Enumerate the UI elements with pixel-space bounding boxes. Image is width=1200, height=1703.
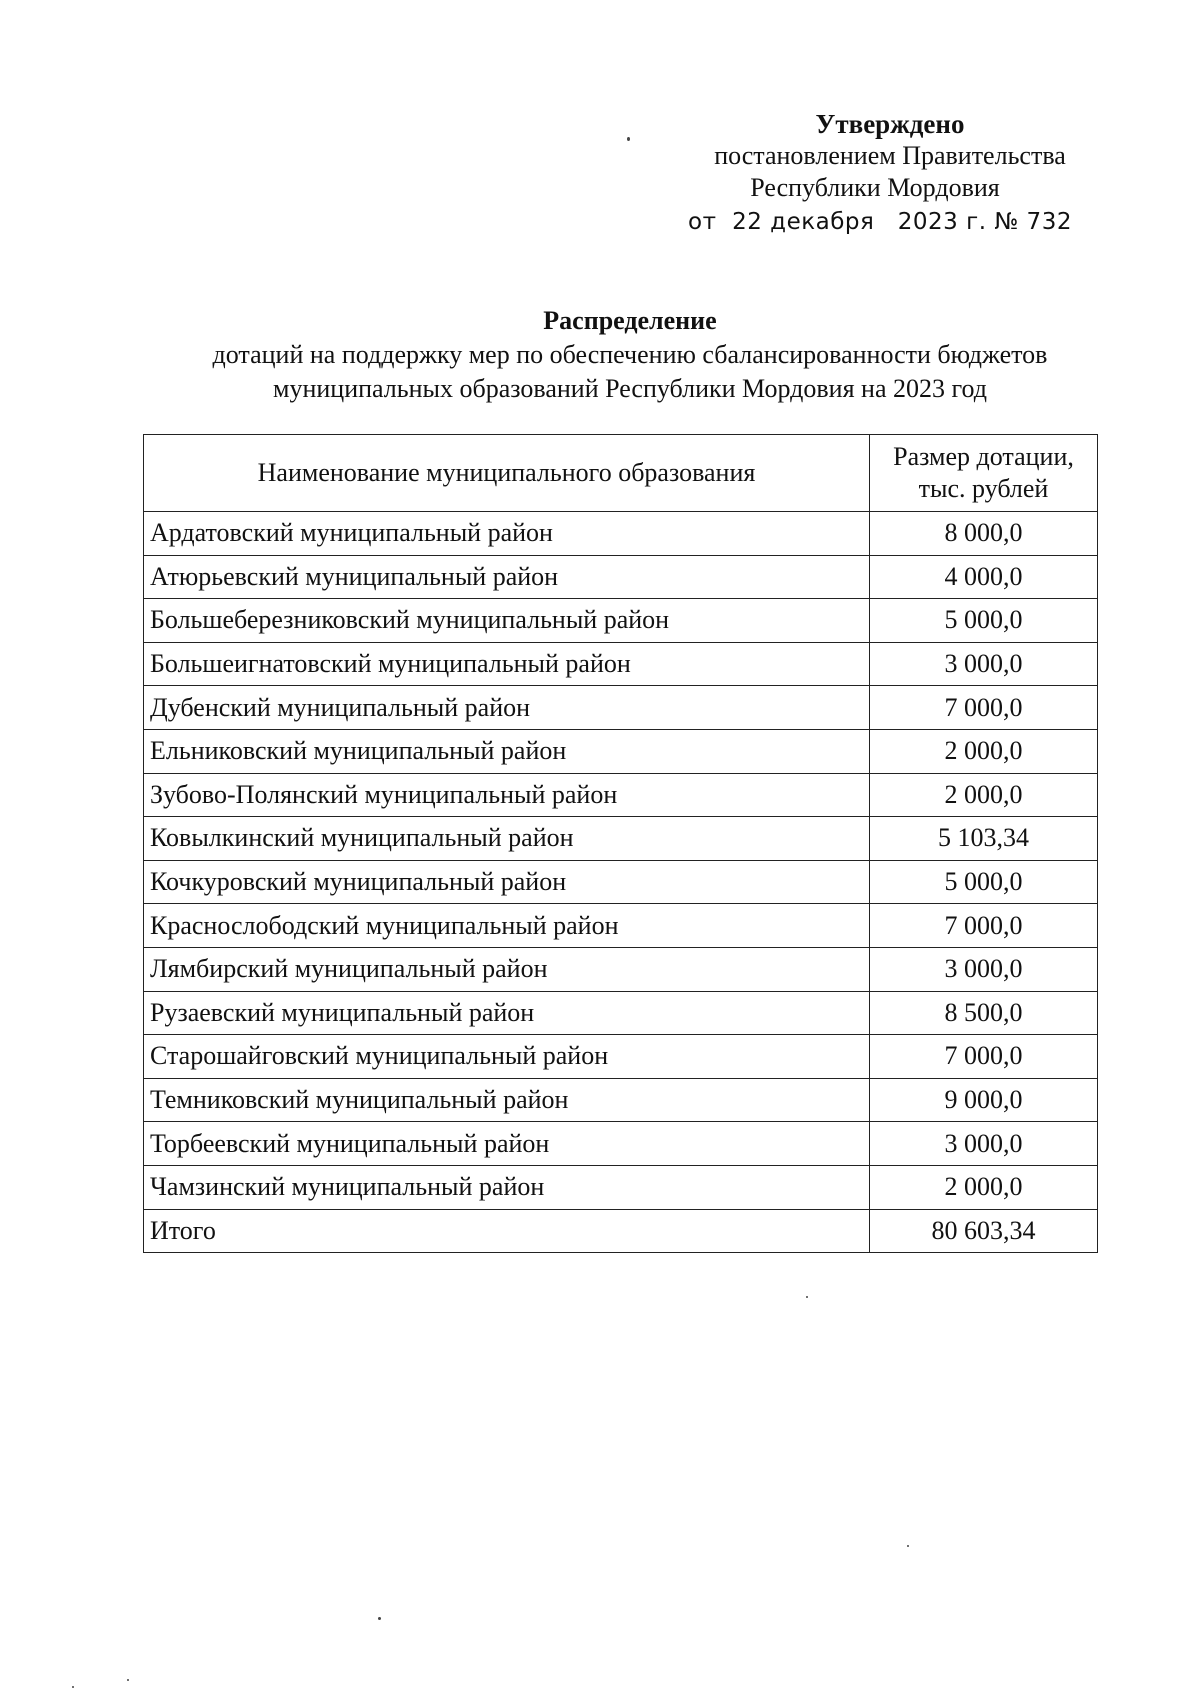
municipality-name-cell: Ковылкинский муниципальный район [144, 817, 870, 861]
subsidy-amount-cell: 2 000,0 [870, 1165, 1098, 1209]
municipality-name-cell: Торбеевский муниципальный район [144, 1122, 870, 1166]
table-row [144, 991, 1098, 1035]
scan-speck [627, 137, 630, 141]
header-subsidy-amount [870, 435, 1098, 512]
table-row [144, 642, 1098, 686]
document-subtitle-line-2: муниципальных образований Республики Мордовия на 2023 год [273, 374, 987, 403]
approved-title: Утверждено [815, 109, 965, 139]
subsidy-amount-cell: 5 103,34 [870, 817, 1098, 861]
table-row [144, 1078, 1098, 1122]
table-row [144, 686, 1098, 730]
subsidy-amount-cell: 8 500,0 [870, 991, 1098, 1035]
approval-region-line: Республики Мордовия [750, 173, 1000, 202]
table-row [144, 599, 1098, 643]
subsidy-amount-cell: 9 000,0 [870, 1078, 1098, 1122]
scan-speck [72, 1686, 74, 1688]
subsidy-amount-cell: 2 000,0 [870, 729, 1098, 773]
municipality-name-cell: Большеигнатовский муниципальный район [144, 642, 870, 686]
table-row [144, 555, 1098, 599]
subsidy-amount-cell: 4 000,0 [870, 555, 1098, 599]
municipality-name-cell: Лямбирский муниципальный район [144, 947, 870, 991]
table-row [144, 1165, 1098, 1209]
municipality-name-cell: Темниковский муниципальный район [144, 1078, 870, 1122]
subsidy-amount-cell: 2 000,0 [870, 773, 1098, 817]
table-total-row [144, 1209, 1098, 1253]
approval-date-number: от 22 декабря 2023 г. № 732 [688, 209, 1072, 235]
municipality-name-cell: Краснослободский муниципальный район [144, 904, 870, 948]
approval-stamp [640, 108, 1100, 238]
header-amount-line-1: Размер дотации, [893, 442, 1074, 471]
subsidy-amount-cell: 8 000,0 [870, 512, 1098, 556]
scan-speck [806, 1296, 808, 1298]
table-header-row [144, 435, 1098, 512]
municipality-name-cell: Рузаевский муниципальный район [144, 991, 870, 1035]
subsidy-amount-cell: 3 000,0 [870, 642, 1098, 686]
scan-speck [127, 1679, 129, 1681]
municipality-name-cell: Дубенский муниципальный район [144, 686, 870, 730]
municipality-name-cell: Чамзинский муниципальный район [144, 1165, 870, 1209]
municipality-name-cell: Кочкуровский муниципальный район [144, 860, 870, 904]
municipality-name-cell: Старошайговский муниципальный район [144, 1035, 870, 1079]
municipality-name-cell: Ельниковский муниципальный район [144, 729, 870, 773]
municipality-name-cell: Атюрьевский муниципальный район [144, 555, 870, 599]
table-body [144, 512, 1098, 1210]
subsidy-amount-cell: 5 000,0 [870, 599, 1098, 643]
subsidy-amount-cell: 7 000,0 [870, 1035, 1098, 1079]
header-municipality-name: Наименование муниципального образования [144, 435, 870, 512]
subsidy-amount-cell: 3 000,0 [870, 1122, 1098, 1166]
table-row [144, 773, 1098, 817]
scan-speck [907, 1545, 909, 1547]
document-title: Распределение [543, 306, 717, 335]
table-row [144, 904, 1098, 948]
municipality-name-cell: Ардатовский муниципальный район [144, 512, 870, 556]
table-row [144, 947, 1098, 991]
table-row [144, 729, 1098, 773]
subsidy-distribution-table [143, 434, 1098, 1253]
subsidy-amount-cell: 3 000,0 [870, 947, 1098, 991]
document-subtitle-line-1: дотаций на поддержку мер по обеспечению сбалансированности бюджетов [212, 340, 1048, 369]
municipality-name-cell: Зубово-Полянский муниципальный район [144, 773, 870, 817]
municipality-name-cell: Большеберезниковский муниципальный район [144, 599, 870, 643]
table-row [144, 1035, 1098, 1079]
table-row [144, 1122, 1098, 1166]
scan-speck [378, 1617, 381, 1620]
document-heading [140, 304, 1120, 406]
table-row [144, 860, 1098, 904]
table-row [144, 512, 1098, 556]
header-amount-line-2: тыс. рублей [918, 474, 1049, 503]
subsidy-amount-cell: 7 000,0 [870, 686, 1098, 730]
table-row [144, 817, 1098, 861]
subsidy-amount-cell: 7 000,0 [870, 904, 1098, 948]
subsidy-amount-cell: 5 000,0 [870, 860, 1098, 904]
approval-authority-line: постановлением Правительства [714, 141, 1066, 170]
total-label: Итого [144, 1209, 870, 1253]
total-amount: 80 603,34 [870, 1209, 1098, 1253]
